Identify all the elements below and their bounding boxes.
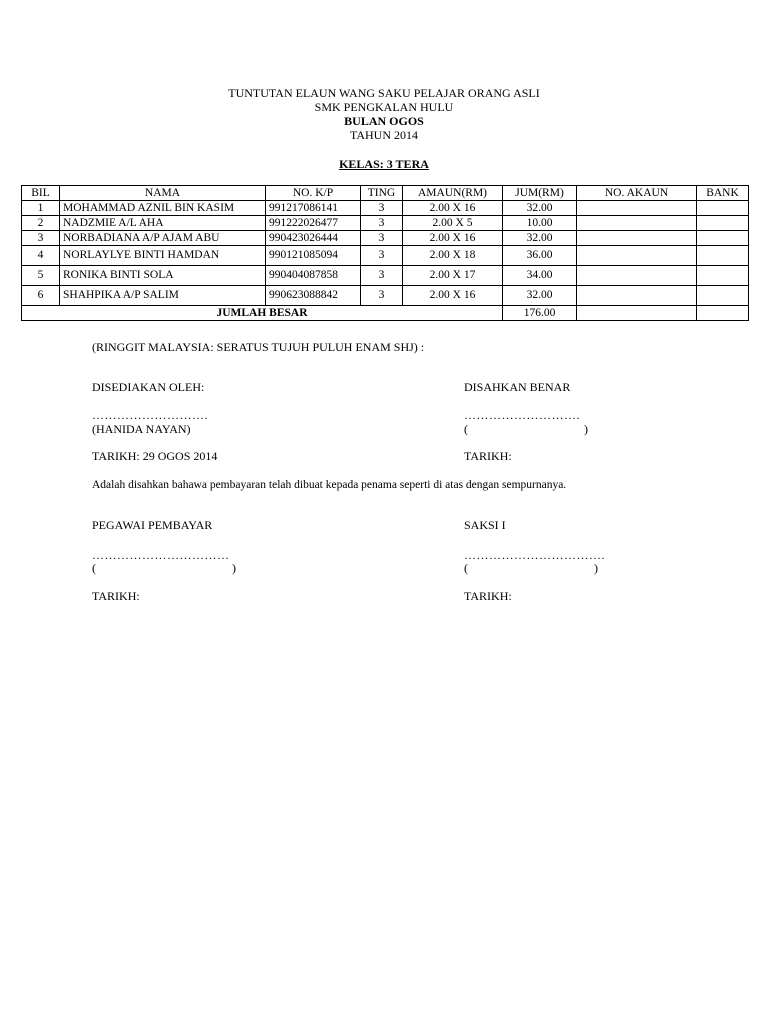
column-header-bank: BANK (697, 186, 749, 201)
total-akaun-cell (577, 306, 697, 321)
cell-kp: 991217086141 (266, 201, 361, 216)
cell-bank (697, 286, 749, 306)
cell-nama: MOHAMMAD AZNIL BIN KASIM (60, 201, 266, 216)
cell-jum: 36.00 (503, 246, 577, 266)
cell-jum: 32.00 (503, 286, 577, 306)
column-header-bil: BIL (22, 186, 60, 201)
cell-ting: 3 (361, 231, 403, 246)
cell-amaun: 2.00 X 16 (403, 231, 503, 246)
cell-akaun (577, 201, 697, 216)
header-title: TUNTUTAN ELAUN WANG SAKU PELAJAR ORANG ASLI (228, 86, 540, 100)
table-row (22, 266, 749, 286)
verified-paren-open: ( (464, 422, 468, 436)
verified-label: DISAHKAN BENAR (464, 380, 571, 394)
column-header-jum: JUM(RM) (503, 186, 577, 201)
payer-date: TARIKH: (92, 589, 140, 603)
cell-bank (697, 216, 749, 231)
cell-amaun: 2.00 X 18 (403, 246, 503, 266)
cell-ting: 3 (361, 246, 403, 266)
cell-ting: 3 (361, 266, 403, 286)
class-heading: KELAS: 3 TERA (339, 157, 429, 171)
witness-label: SAKSI I (464, 518, 506, 532)
header-month: BULAN OGOS (344, 114, 424, 128)
cell-bank (697, 246, 749, 266)
cell-akaun (577, 231, 697, 246)
verified-date: TARIKH: (464, 449, 512, 463)
total-bank-cell (697, 306, 749, 321)
cell-jum: 10.00 (503, 216, 577, 231)
table-row (22, 246, 749, 266)
cell-kp: 990423026444 (266, 231, 361, 246)
prepared-by-label: DISEDIAKAN OLEH: (92, 380, 205, 394)
cell-kp: 991222026477 (266, 216, 361, 231)
cell-nama: NORBADIANA A/P AJAM ABU (60, 231, 266, 246)
cell-bil: 5 (22, 266, 60, 286)
cell-bil: 1 (22, 201, 60, 216)
cell-akaun (577, 216, 697, 231)
header-school: SMK PENGKALAN HULU (314, 100, 454, 114)
column-header-nama: NAMA (60, 186, 266, 201)
total-value: 176.00 (503, 306, 577, 321)
witness-date: TARIKH: (464, 589, 512, 603)
verified-signature-line: ………………………. (464, 408, 580, 422)
cell-bank (697, 231, 749, 246)
prepared-name: (HANIDA NAYAN) (92, 422, 191, 436)
cell-amaun: 2.00 X 5 (403, 216, 503, 231)
verified-paren-close: ) (584, 422, 588, 436)
witness-paren-open: ( (464, 561, 468, 575)
cell-nama: NORLAYLYE BINTI HAMDAN (60, 246, 266, 266)
header-year: TAHUN 2014 (349, 128, 419, 142)
total-label: JUMLAH BESAR (22, 306, 503, 321)
cell-akaun (577, 266, 697, 286)
witness-signature-line: ……………………………. (464, 548, 605, 562)
cell-amaun: 2.00 X 17 (403, 266, 503, 286)
payer-paren-open: ( (92, 561, 96, 575)
column-header-ting: TING (361, 186, 403, 201)
cell-kp: 990404087858 (266, 266, 361, 286)
cell-kp: 990623088842 (266, 286, 361, 306)
cell-jum: 32.00 (503, 231, 577, 246)
cell-akaun (577, 286, 697, 306)
claim-table (21, 185, 749, 321)
table-row (22, 216, 749, 231)
cell-bank (697, 201, 749, 216)
prepared-date: TARIKH: 29 OGOS 2014 (92, 449, 218, 463)
column-header-akaun: NO. AKAUN (577, 186, 697, 201)
cell-ting: 3 (361, 216, 403, 231)
cell-jum: 34.00 (503, 266, 577, 286)
cell-bank (697, 266, 749, 286)
payer-paren-close: ) (232, 561, 236, 575)
table-row (22, 201, 749, 216)
amount-in-words: (RINGGIT MALAYSIA: SERATUS TUJUH PULUH ENAM SHJ) : (92, 340, 425, 354)
cell-amaun: 2.00 X 16 (403, 286, 503, 306)
table-header-row (22, 186, 749, 201)
cell-nama: NADZMIE A/L AHA (60, 216, 266, 231)
cell-kp: 990121085094 (266, 246, 361, 266)
table-row (22, 231, 749, 246)
document-header (0, 86, 768, 142)
cell-bil: 2 (22, 216, 60, 231)
column-header-amaun: AMAUN(RM) (403, 186, 503, 201)
payer-label: PEGAWAI PEMBAYAR (92, 518, 213, 532)
cell-bil: 6 (22, 286, 60, 306)
prepared-signature-line: ………………………. (92, 408, 208, 422)
total-row (22, 306, 749, 321)
witness-paren-close: ) (594, 561, 598, 575)
cell-bil: 4 (22, 246, 60, 266)
cell-amaun: 2.00 X 16 (403, 201, 503, 216)
cell-bil: 3 (22, 231, 60, 246)
payer-signature-line: …………………………… (92, 548, 230, 562)
table-row (22, 286, 749, 306)
cell-ting: 3 (361, 286, 403, 306)
cell-ting: 3 (361, 201, 403, 216)
payment-statement: Adalah disahkan bahawa pembayaran telah dibuat kepada penama seperti di atas dengan sempurnanya. (92, 479, 567, 491)
cell-nama: RONIKA BINTI SOLA (60, 266, 266, 286)
cell-jum: 32.00 (503, 201, 577, 216)
cell-nama: SHAHPIKA A/P SALIM (60, 286, 266, 306)
cell-akaun (577, 246, 697, 266)
column-header-kp: NO. K/P (266, 186, 361, 201)
